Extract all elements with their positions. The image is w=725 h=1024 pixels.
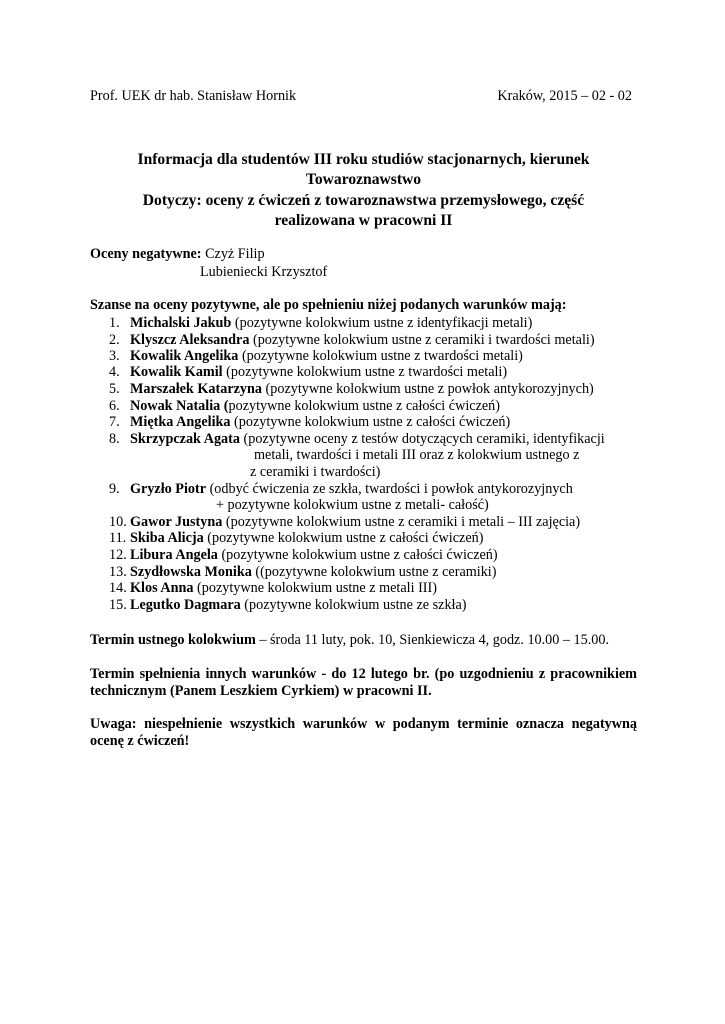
list-item: 4. Kowalik Kamil (pozytywne kolokwium ustne z twardości metali) (109, 364, 508, 380)
negative-grades (90, 246, 265, 263)
list-item: 15. Legutko Dagmara (pozytywne kolokwium ustne ze szkła) (109, 597, 467, 613)
title-line-4: realizowana w pracowni II (274, 212, 453, 229)
list-item: 6. Nowak Natalia (pozytywne kolokwium ustne z całości ćwiczeń) (109, 398, 500, 414)
place-date: Kraków, 2015 – 02 - 02 (497, 88, 632, 104)
list-item: 3. Kowalik Angelika (pozytywne kolokwium ustne z twardości metali) (109, 348, 523, 364)
warning-note: Uwaga: niespełnienie wszystkich warunków w podanym terminie oznacza negatywną ocenę z ćwiczeń! (90, 716, 637, 749)
list-item: 13. Szydłowska Monika ((pozytywne kolokwium ustne z ceramiki) (109, 564, 497, 580)
chances-heading: Szanse na oceny pozytywne, ale po spełnieniu niżej podanych warunków mają: (90, 297, 567, 313)
negative-name-2: Lubieniecki Krzysztof (200, 264, 328, 280)
title-line-2: Towaroznawstwo (305, 171, 422, 188)
negative-label: Oceny negatywne: (90, 246, 202, 262)
negative-name-1: Czyż Filip (205, 246, 265, 262)
title-line-3: Dotyczy: oceny z ćwiczeń z towaroznawstwa przemysłowego, część (142, 192, 585, 209)
list-item: 14. Klos Anna (pozytywne kolokwium ustne z metali III) (109, 580, 437, 596)
list-item: 8. Skrzypczak Agata (pozytywne oceny z testów dotyczących ceramiki, identyfikacji (109, 431, 605, 447)
list-item: 7. Miętka Angelika (pozytywne kolokwium ustne z całości ćwiczeń) (109, 414, 511, 430)
list-item-continuation: metali, twardości i metali III oraz z kolokwium ustnego z (254, 447, 580, 463)
list-item: 9. Gryzło Piotr (odbyć ćwiczenia ze szkła, twardości i powłok antykorozyjnych (109, 481, 573, 497)
other-conditions-term: Termin spełnienia innych warunków - do 12 lutego br. (po uzgodnieniu z pracownikiem technicznym (Panem Leszkiem Cyrkiem) w pracowni II. (90, 666, 637, 699)
list-item: 12. Libura Angela (pozytywne kolokwium ustne z całości ćwiczeń) (109, 547, 498, 563)
oral-exam-label: Termin ustnego kolokwium (90, 632, 256, 648)
title-line-1: Informacja dla studentów III roku studiów stacjonarnych, kierunek (137, 151, 590, 168)
list-item: 10. Gawor Justyna (pozytywne kolokwium ustne z ceramiki i metali – III zajęcia) (109, 514, 581, 530)
list-item-continuation: + pozytywne kolokwium ustne z metali- całość) (216, 497, 489, 513)
list-item: 1. Michalski Jakub (pozytywne kolokwium ustne z identyfikacji metali) (109, 315, 533, 331)
list-item: 2. Klyszcz Aleksandra (pozytywne kolokwium ustne z ceramiki i twardości metali) (109, 332, 595, 348)
oral-exam-term (90, 632, 609, 649)
list-item: 11. Skiba Alicja (pozytywne kolokwium ustne z całości ćwiczeń) (109, 530, 484, 546)
list-item: 5. Marszałek Katarzyna (pozytywne kolokwium ustne z powłok antykorozyjnych) (109, 381, 594, 397)
author: Prof. UEK dr hab. Stanisław Hornik (90, 88, 297, 104)
oral-exam-details: – środa 11 luty, pok. 10, Sienkiewicza 4, godz. 10.00 – 15.00. (255, 632, 610, 648)
list-item-continuation: z ceramiki i twardości) (250, 464, 381, 480)
